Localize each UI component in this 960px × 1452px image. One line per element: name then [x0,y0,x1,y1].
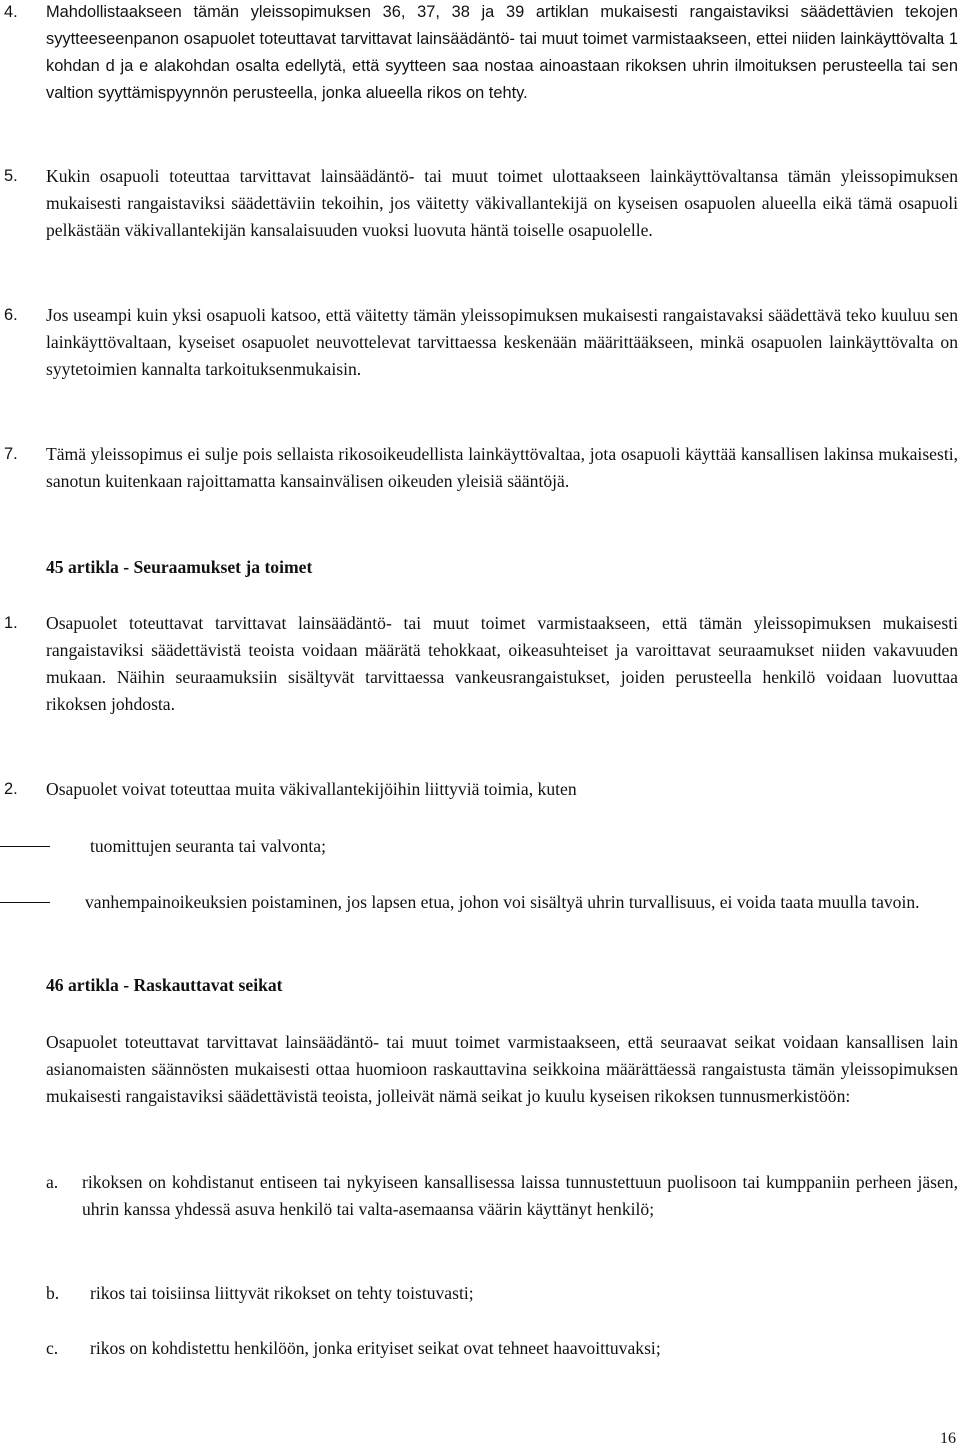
paragraph-text: Mahdollistaakseen tämän yleissopimuksen 36, 37, 38 ja 39 artiklan mukaisesti rangaistaviksi säädettävien tekojen syytteeseenpanon osapuolet toteuttavat tarvittavat lainsäädäntö- tai muut toimet varmistaakseen, ettei niiden lainkäyttövalta 1 kohdan d ja e alakohdan osalta edellytä, että syytteen saa nostaa ainoastaan rikoksen uhrin ilmoituksen perusteella tai sen valtion syyttämispyynnön perusteella, jonka alueella rikos on tehty. [46,3,958,102]
list-item-text: vanhempainoikeuksien poistaminen, jos lapsen etua, johon voi sisältyä uhrin turvallisuus, ei voida taata muulla tavoin. [85,892,920,912]
page-number: 16 [940,1430,956,1447]
lettered-list-item [46,1169,958,1223]
list-letter: c. [46,1338,59,1358]
article-46-heading: 46 artikla - Raskauttavat seikat [46,975,283,995]
article-45-paragraph-2 [4,776,958,803]
paragraph-number: 4. [4,3,18,21]
paragraph-number: 1. [4,614,18,632]
dash-bullet-icon [0,902,50,903]
dash-bullet-icon [0,846,50,847]
paragraph-7 [4,441,958,495]
list-item-text: rikos on kohdistettu henkilöön, jonka erityiset seikat ovat tehneet haavoittuvaksi; [90,1338,661,1358]
paragraph-4 [4,0,958,107]
dash-list-item [0,889,960,943]
article-46-intro: Osapuolet toteuttavat tarvittavat lainsäädäntö- tai muut toimet varmistaakseen, että seuraavat seikat voidaan kansallisen lain asianomaisten säännösten mukaisesti ottaa huomioon raskauttavina seikkoina määrättäessä rangaistusta tämän yleissopimuksen mukaisesti rangaistaviksi säädettävistä teoista, jolleivät nämä seikat jo kuulu kyseisen rikoksen tunnusmerkistöön: [46,1032,958,1106]
lettered-list-item [46,1335,958,1362]
paragraph-text: Kukin osapuoli toteuttaa tarvittavat lainsäädäntö- tai muut toimet ulottaakseen lainkäyttövaltansa tämän yleissopimuksen mukaisesti rangaistaviksi säädettäviin tekoihin, jos väitetty väkivallantekijä on kyseisen osapuolen alueella eikä tämä osapuoli pelkästään väkivallantekijän kansalaisuuden vuoksi luovuta häntä toiselle osapuolelle. [46,166,958,240]
article-45-heading: 45 artikla - Seuraamukset ja toimet [46,557,313,577]
paragraph-text: Osapuolet toteuttavat tarvittavat lainsäädäntö- tai muut toimet varmistaakseen, että tämän yleissopimuksen mukaisesti rangaistaviksi säädettävistä teoista voidaan määrätä tehokkaat, oikeasuhteiset ja varoittavat seuraamukset niiden vakavuuden mukaan. Näihin seuraamuksiin sisältyvät tarvittaessa vankeusrangaistukset, joiden perusteella henkilö voidaan luovuttaa rikoksen johdosta. [46,613,958,714]
paragraph-6 [4,302,958,383]
paragraph-number: 6. [4,306,18,324]
paragraph-number: 2. [4,780,18,798]
dash-list-item [0,833,960,860]
paragraph-text: Jos useampi kuin yksi osapuoli katsoo, että väitetty tämän yleissopimuksen mukaisesti rangaistavaksi säädettävä teko kuuluu sen lainkäyttövaltaan, kyseiset osapuolet neuvottelevat tarvittaessa keskenään määrittääkseen, minkä osapuolen lainkäyttövalta on syytetoimien kannalta tarkoituksenmukaisin. [46,305,958,379]
paragraph-5 [4,163,958,244]
paragraph-text: Osapuolet voivat toteuttaa muita väkivallantekijöihin liittyviä toimia, kuten [46,779,577,799]
list-item-text: rikoksen on kohdistanut entiseen tai nykyiseen kansallisessa laissa tunnustettuun puolisoon tai kumppaniin perheen jäsen, uhrin kanssa yhdessä asuva henkilö tai valta-asemaansa väärin käyttänyt henkilö; [82,1172,958,1219]
paragraph-number: 7. [4,445,18,463]
list-item-text: rikos tai toisiinsa liittyvät rikokset on tehty toistuvasti; [90,1283,474,1303]
list-letter: a. [46,1172,59,1192]
paragraph-text: Tämä yleissopimus ei sulje pois sellaista rikosoikeudellista lainkäyttövaltaa, jota osapuoli käyttää kansallisen lakinsa mukaisesti, sanotun kuitenkaan rajoittamatta kansainvälisen oikeuden yleisiä sääntöjä. [46,444,958,491]
article-45-paragraph-1 [4,610,958,718]
list-item-text: tuomittujen seuranta tai valvonta; [90,836,326,856]
lettered-list-item [46,1280,958,1307]
paragraph-number: 5. [4,167,18,185]
list-letter: b. [46,1283,60,1303]
